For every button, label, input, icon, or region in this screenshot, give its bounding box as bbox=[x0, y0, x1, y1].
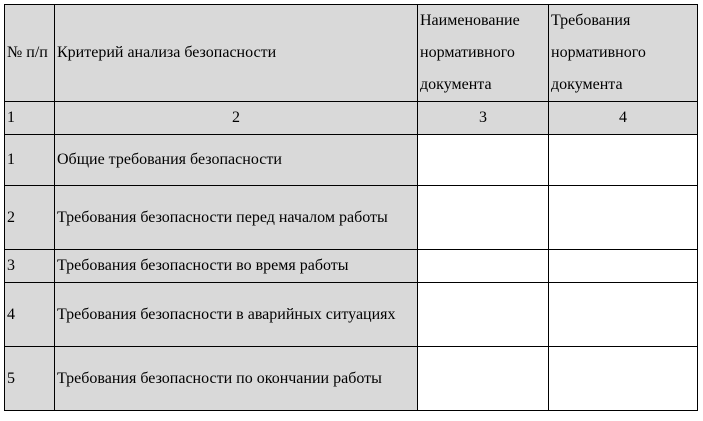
table-row bbox=[5, 135, 698, 186]
row-criterion-cell: Требования безопасности во время работы bbox=[55, 250, 418, 283]
table-row bbox=[5, 250, 698, 283]
row-num-cell: 2 bbox=[5, 186, 55, 250]
header-doc-requirements-cell: Требования нормативного документа bbox=[549, 5, 698, 102]
header-criterion-cell: Критерий анализа безопасности bbox=[55, 5, 418, 102]
index-cell-2: 2 bbox=[55, 102, 418, 135]
table-header-row bbox=[5, 5, 698, 102]
row-num-cell: 4 bbox=[5, 283, 55, 347]
row-doc-name-cell[interactable] bbox=[418, 186, 549, 250]
row-doc-requirements-cell[interactable] bbox=[549, 283, 698, 347]
row-criterion-cell: Требования безопасности в аварийных ситуациях bbox=[55, 283, 418, 347]
table-row bbox=[5, 186, 698, 250]
row-num-cell: 3 bbox=[5, 250, 55, 283]
row-criterion-cell: Требования безопасности перед началом работы bbox=[55, 186, 418, 250]
row-criterion-cell: Общие требования безопасности bbox=[55, 135, 418, 186]
index-cell-4: 4 bbox=[549, 102, 698, 135]
row-doc-requirements-cell[interactable] bbox=[549, 347, 698, 411]
row-criterion-cell: Требования безопасности по окончании работы bbox=[55, 347, 418, 411]
row-doc-requirements-cell[interactable] bbox=[549, 250, 698, 283]
column-index-row bbox=[5, 102, 698, 135]
row-doc-name-cell[interactable] bbox=[418, 283, 549, 347]
row-num-cell: 5 bbox=[5, 347, 55, 411]
row-num-cell: 1 bbox=[5, 135, 55, 186]
header-doc-name-cell: Наименование нормативного документа bbox=[418, 5, 549, 102]
row-doc-name-cell[interactable] bbox=[418, 135, 549, 186]
row-doc-name-cell[interactable] bbox=[418, 250, 549, 283]
index-cell-1: 1 bbox=[5, 102, 55, 135]
header-num-cell: № п/п bbox=[5, 5, 55, 102]
row-doc-requirements-cell[interactable] bbox=[549, 186, 698, 250]
row-doc-name-cell[interactable] bbox=[418, 347, 549, 411]
safety-analysis-table bbox=[4, 4, 698, 411]
table-row bbox=[5, 283, 698, 347]
row-doc-requirements-cell[interactable] bbox=[549, 135, 698, 186]
index-cell-3: 3 bbox=[418, 102, 549, 135]
table-row bbox=[5, 347, 698, 411]
